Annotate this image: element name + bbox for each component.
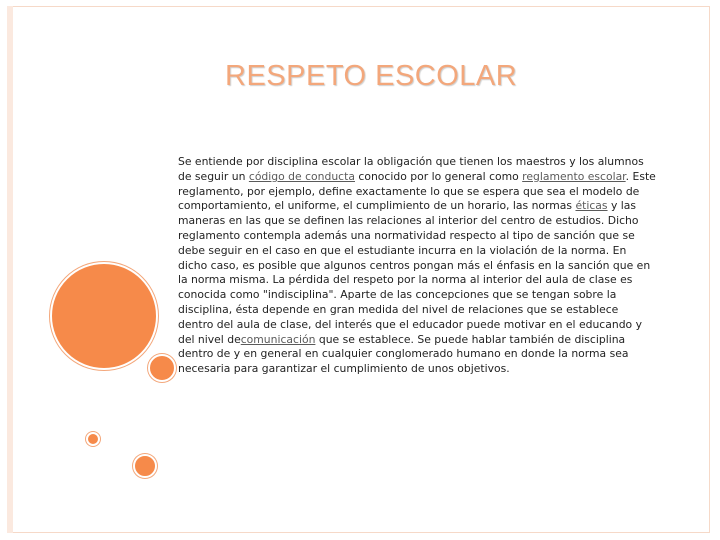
decorative-circle-small-2 xyxy=(133,454,157,478)
decorative-circle-large xyxy=(50,262,158,370)
link-comunicacion[interactable]: comunicación xyxy=(240,332,316,346)
link-reglamento-escolar[interactable]: reglamento escolar xyxy=(522,169,626,183)
body-text-segment: y las maneras en las que se definen las relaciones al interior del centro de estudios. Dicho reglamento contempla además una normatividad respecto al tipo de sanción que se debe seguir en el caso en que el estudiante incurra en la violación de la norma. En dicho caso, es posible que algunos centros pongan más el énfasis en la sanción que en la norma misma. La pérdida del respeto por la norma al interior del aula de clase es conocida como "indisciplina". Aparte de las concepciones que se tengan sobre la disciplina, ésta depende en gran medida del nivel de relaciones que se establece dentro del aula de clase, del interés que el educador puede motivar en el educando y del nivel de xyxy=(178,199,651,346)
slide-title: RESPETO ESCOLAR xyxy=(225,60,518,92)
body-text-segment: Se entiende por disciplina escolar la obligación que tienen los maestros y los alumnos de seguir un xyxy=(178,155,644,183)
body-text-segment: . Este reglamento, por ejemplo, define exactamente lo que se espera que sea el modelo de comportamiento, el uniforme, el cumplimiento de un horario, las normas xyxy=(178,169,656,213)
decorative-circle-small xyxy=(86,432,100,446)
link-eticas[interactable]: éticas xyxy=(575,199,608,213)
body-paragraph xyxy=(178,155,656,377)
body-text-segment: conocido por lo general como xyxy=(354,169,523,183)
body-text-segment: que se establece. Se puede hablar también de disciplina dentro de y en general en cualquier conglomerado humano en donde la norma sea necesaria para garantizar el cumplimiento de unos objetivos. xyxy=(178,332,629,376)
slide-left-band xyxy=(7,6,13,533)
link-codigo-de-conducta[interactable]: código de conducta xyxy=(248,169,355,183)
decorative-circle-medium xyxy=(148,354,176,382)
